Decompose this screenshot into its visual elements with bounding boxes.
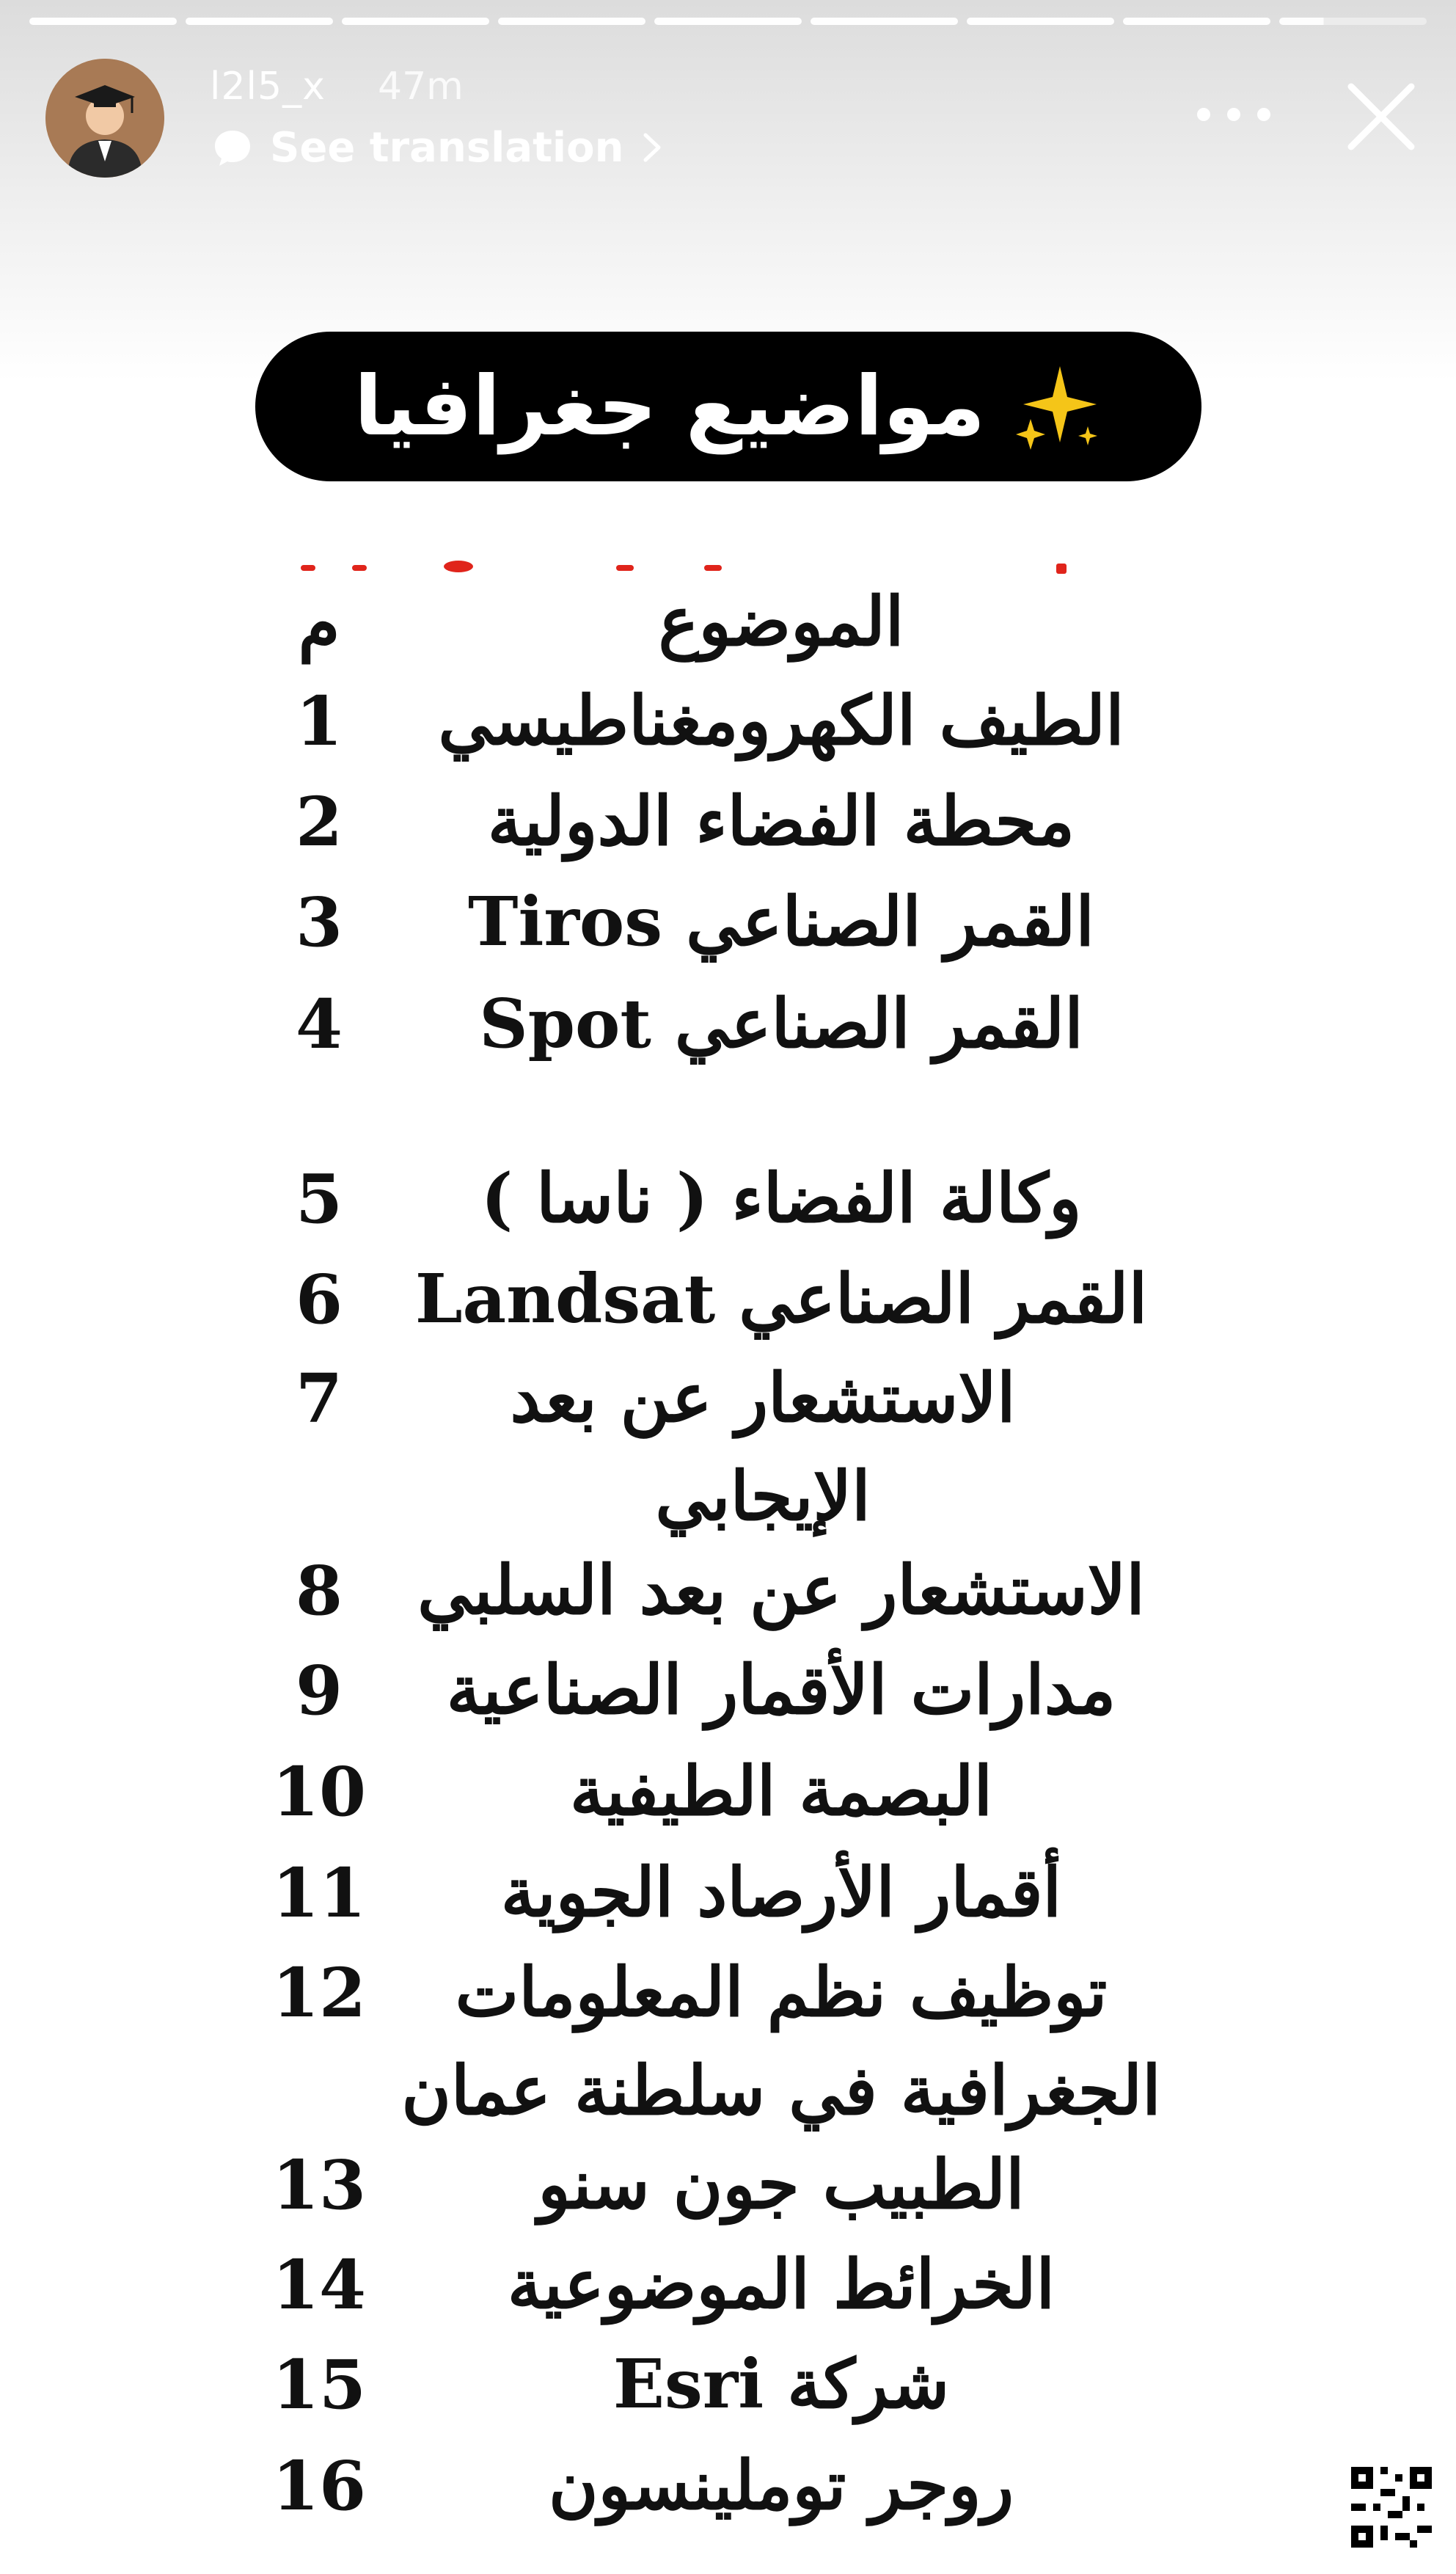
row-topic: وكالة الفضاء ( ناسا ): [480, 1159, 1082, 1238]
row-number: 3: [295, 883, 343, 962]
progress-segment: [29, 18, 177, 25]
row-number: 10: [271, 1752, 367, 1831]
progress-segment: [967, 18, 1114, 25]
see-translation-label: See translation: [270, 123, 624, 172]
row-topic: أقمار الأرصاد الجوية: [500, 1853, 1062, 1932]
row-number: 12: [271, 1953, 367, 2032]
row-topic: القمر الصناعي Landsat: [414, 1259, 1148, 1338]
row-number: 4: [295, 985, 343, 1064]
page-title: مواضيع جغرافيا: [354, 359, 986, 454]
column-header-number: م: [298, 584, 340, 663]
progress-segment: [1123, 18, 1270, 25]
row-topic: شركة Esri: [612, 2344, 950, 2424]
row-topic: الخرائط الموضوعية: [507, 2245, 1056, 2324]
row-number: 1: [295, 682, 343, 761]
row-number: 9: [295, 1651, 343, 1730]
row-topic: البصمة الطيفية: [569, 1751, 993, 1831]
row-number: 8: [295, 1551, 343, 1630]
row-number: 13: [271, 2145, 367, 2225]
title-banner: [255, 332, 1201, 481]
progress-segment: [342, 18, 489, 25]
row-topic: الاستشعار عن بعد السلبي: [417, 1550, 1145, 1630]
translate-bubble-icon: [211, 126, 254, 169]
close-icon[interactable]: [1341, 76, 1422, 157]
row-number: 5: [295, 1159, 343, 1239]
row-number: 11: [271, 1853, 367, 1933]
row-topic: القمر الصناعي Spot: [479, 984, 1083, 1063]
row-topic: الاستشعار عن بعد الإيجابي: [510, 1358, 1016, 1536]
row-topic: الطيف الكهرومغناطيسي: [438, 681, 1124, 760]
sparkles-icon: [1014, 359, 1102, 454]
column-header-topic: الموضوع: [658, 582, 904, 661]
story-progress-bar: [29, 18, 1427, 25]
row-topic: محطة الفضاء الدولية: [487, 781, 1075, 861]
progress-segment: [186, 18, 333, 25]
progress-segment: [811, 18, 958, 25]
row-topic: توظيف نظم المعلومات الجغرافية في سلطنة عمان: [401, 1953, 1161, 2130]
qr-code-icon[interactable]: [1351, 2467, 1432, 2548]
progress-segment: [498, 18, 645, 25]
topics-table: [249, 572, 1218, 2553]
row-number: 15: [271, 2345, 367, 2424]
row-topic: روجر توملينسون: [548, 2446, 1014, 2525]
row-number: 7: [295, 1359, 343, 1438]
row-topic: القمر الصناعي Tiros: [468, 882, 1094, 961]
graduate-avatar-icon[interactable]: [45, 59, 164, 178]
row-number: 6: [295, 1260, 343, 1339]
row-number: 14: [271, 2245, 367, 2325]
story-username[interactable]: l2l5_x: [210, 65, 326, 109]
row-number: 16: [271, 2446, 367, 2526]
row-number: 2: [295, 782, 343, 861]
see-translation-button[interactable]: [211, 122, 665, 173]
row-topic: الطبيب جون سنو: [538, 2145, 1025, 2224]
story-timestamp: 47m: [378, 65, 464, 109]
story-header-gradient: [0, 0, 1456, 382]
progress-segment: [654, 18, 802, 25]
more-dots-icon[interactable]: [1197, 92, 1270, 136]
progress-segment: [1279, 18, 1427, 25]
chevron-right-icon: [640, 131, 665, 164]
row-topic: مدارات الأقمار الصناعية: [446, 1650, 1116, 1729]
